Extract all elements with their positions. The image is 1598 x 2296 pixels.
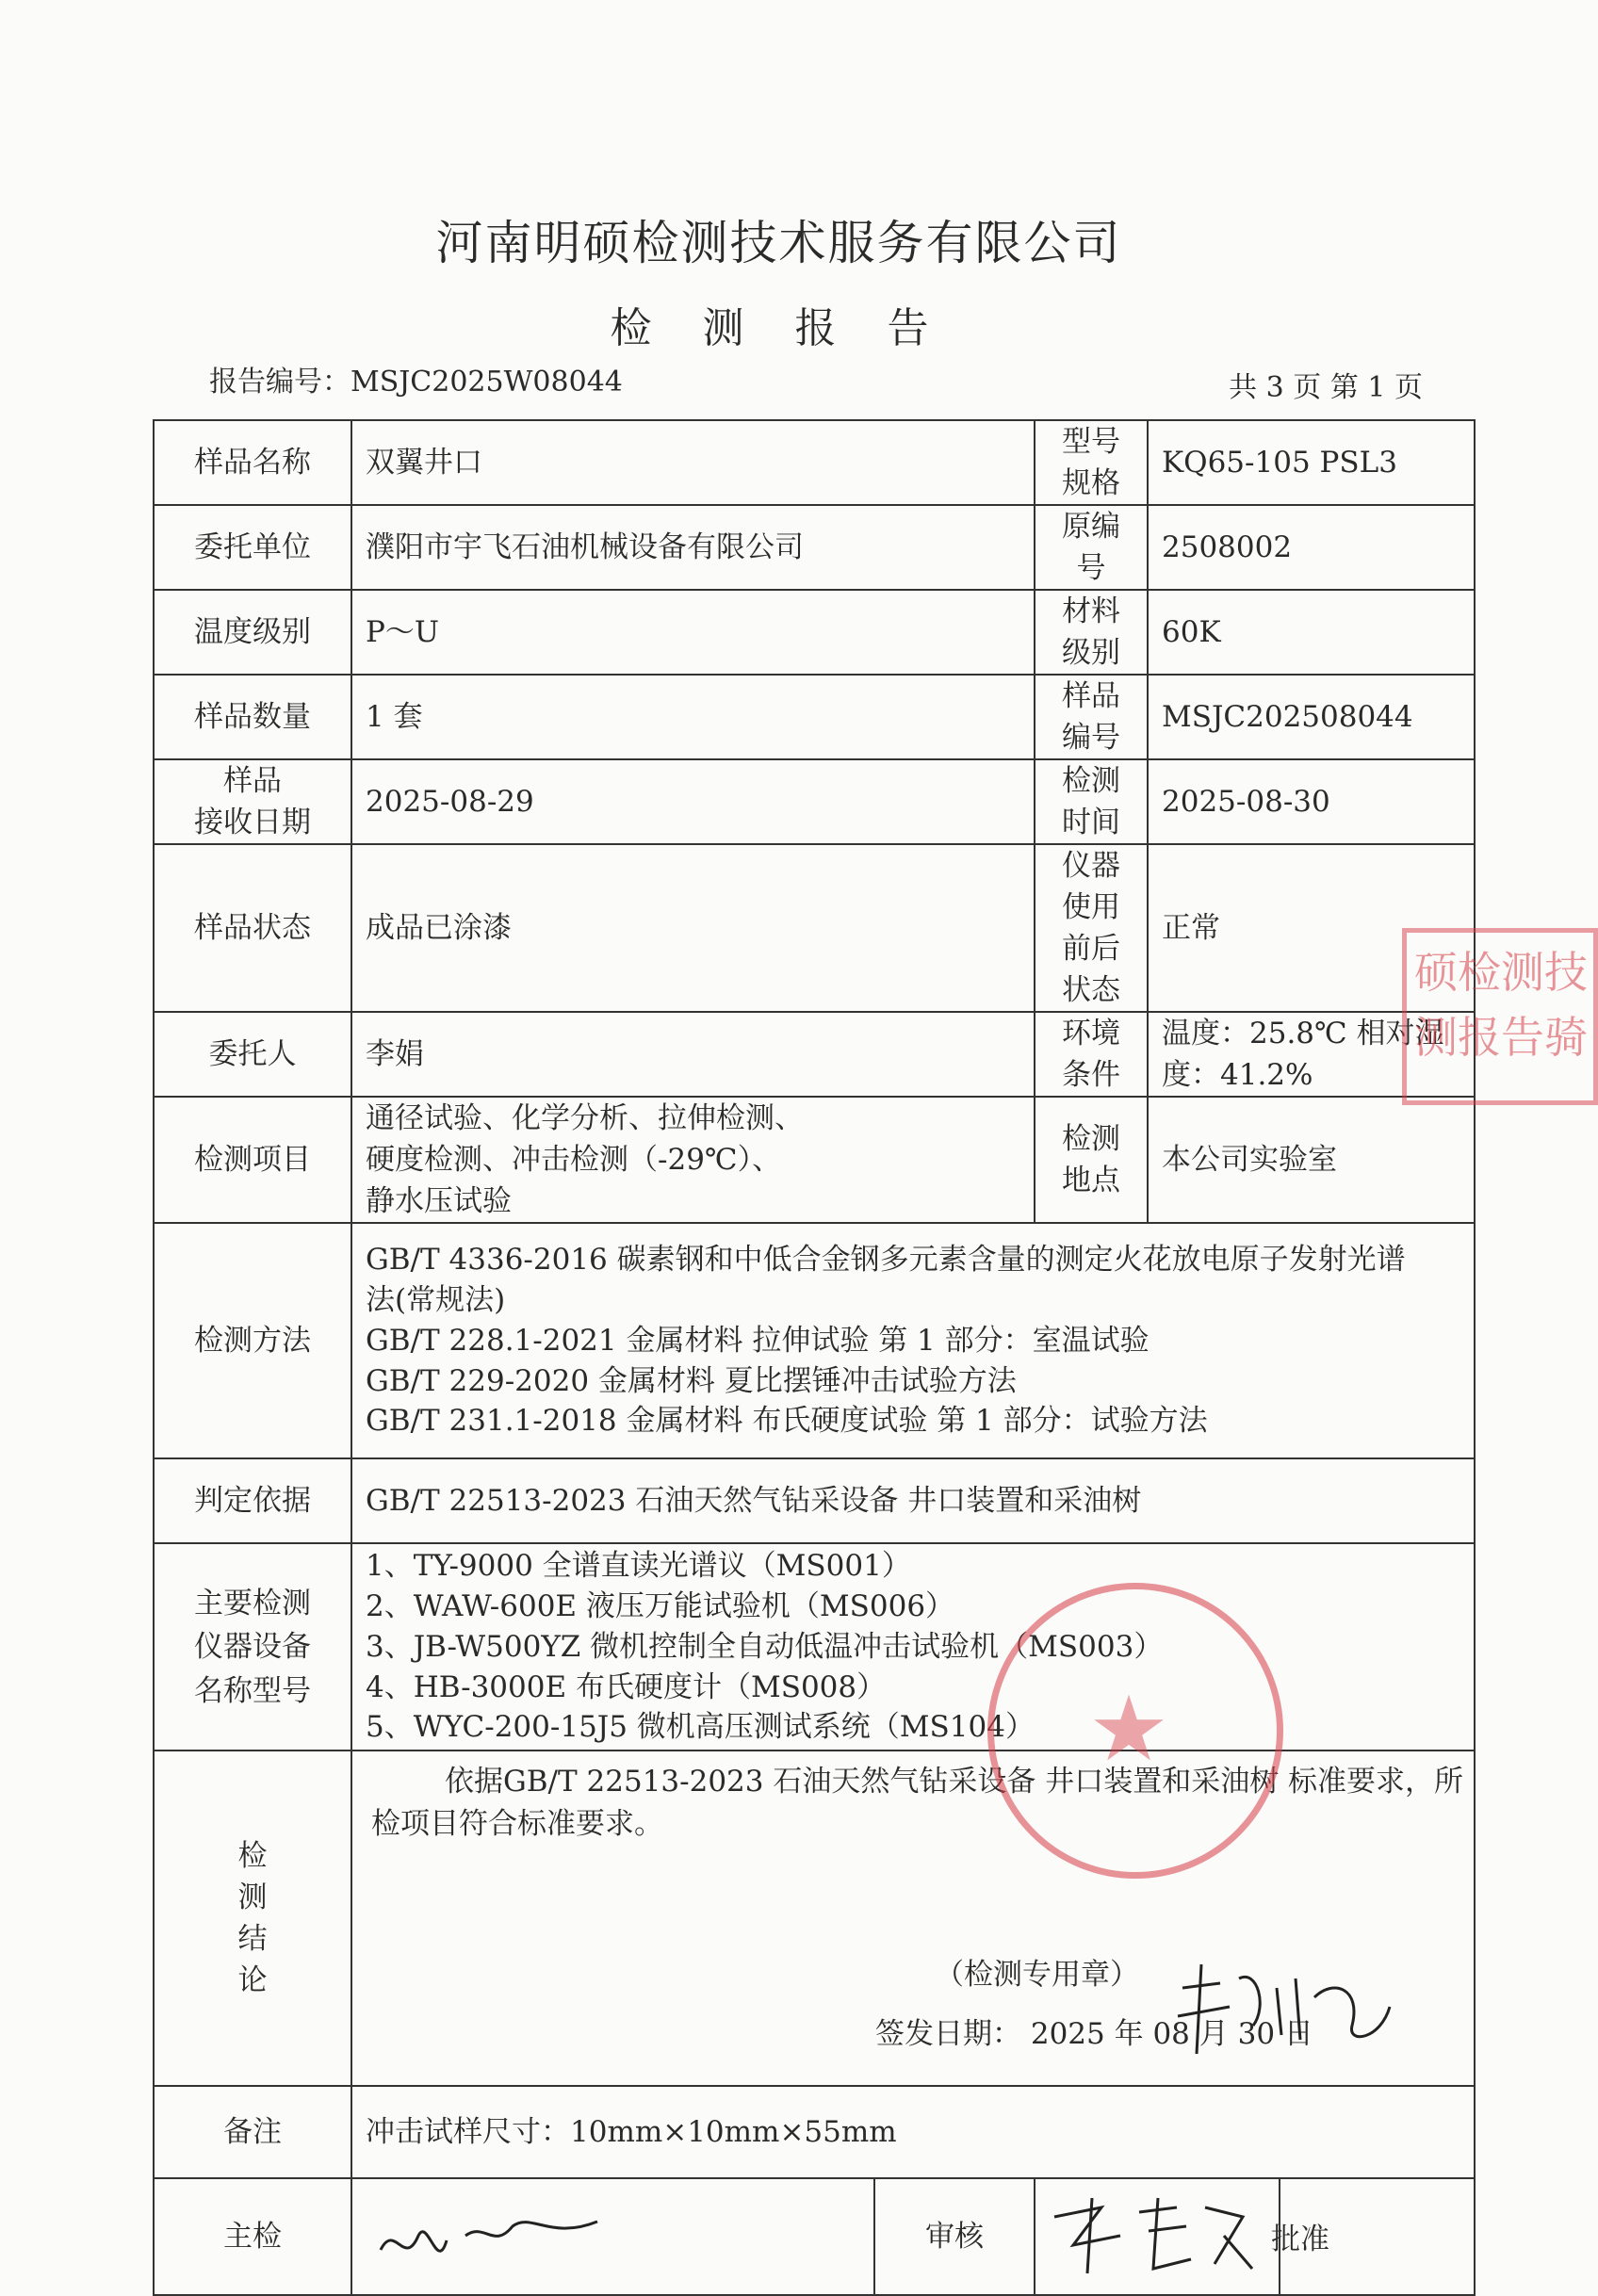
value-test-methods [351, 1223, 1475, 1458]
page-info: 共 3 页 第 1 页 [1229, 371, 1423, 404]
receive-date-label-line2: 接收日期 [194, 806, 311, 840]
receive-date-label-line1: 样品 [223, 764, 282, 799]
value-sample-name: 双翼井口 [351, 420, 1035, 505]
report-number: 报告编号：MSJC2025W08044 [209, 366, 623, 399]
equipment-label-line3: 名称型号 [194, 1673, 311, 1708]
label-client: 委托单位 [154, 505, 351, 590]
approver-cell: 批准 [1280, 2178, 1475, 2295]
cross-page-seal-line1: 硕检测技 [1414, 947, 1588, 998]
issue-date: 签发日期： 2025 年 08 月 30 日 [875, 2017, 1313, 2052]
value-entrusting-person: 李娟 [351, 1012, 1035, 1097]
equipment-label-line1: 主要检测 [194, 1586, 311, 1620]
instrument-status-label-line2: 前后状态 [1062, 932, 1120, 1008]
label-original-no: 原编号 [1035, 505, 1148, 590]
value-sample-status: 成品已涂漆 [351, 844, 1035, 1012]
equipment-label-line2: 仪器设备 [194, 1630, 311, 1665]
conclusion-char: 论 [237, 1963, 268, 1998]
instrument-status-label-line1: 仪器使用 [1062, 849, 1120, 925]
method-line: 法(常规法) [366, 1283, 506, 1318]
report-title: 检 测 报 告 [610, 304, 948, 352]
value-test-items [351, 1097, 1035, 1223]
label-receive-date [154, 759, 351, 844]
value-remark: 冲击试样尺寸：10mm×10mm×55mm [351, 2086, 1475, 2178]
value-sample-qty: 1 套 [351, 675, 1035, 759]
label-instrument-status [1035, 844, 1148, 1012]
value-receive-date: 2025-08-29 [351, 759, 1035, 844]
label-sample-status: 样品状态 [154, 844, 351, 1012]
label-inspector: 主检 [154, 2178, 351, 2295]
value-instrument-status: 正常 [1148, 844, 1475, 1012]
method-line: GB/T 228.1-2021 金属材料 拉伸试验 第 1 部分：室温试验 [366, 1323, 1150, 1358]
label-judgment-basis: 判定依据 [154, 1458, 351, 1543]
value-judgment-basis: GB/T 22513-2023 石油天然气钻采设备 井口装置和采油树 [351, 1458, 1475, 1543]
label-conclusion [154, 1750, 351, 2086]
inspector-signature [351, 2178, 874, 2295]
stamp-note: （检测专用章） [935, 1958, 1139, 1993]
equipment-line: 5、WYC-200-15J5 微机高压测试系统（MS104） [366, 1710, 1035, 1745]
method-line: GB/T 229-2020 金属材料 夏比摆锤冲击试验方法 [366, 1363, 1017, 1398]
value-material-grade: 60K [1148, 590, 1475, 675]
label-reviewer: 审核 [874, 2178, 1035, 2295]
reviewer-signature [1035, 2178, 1280, 2295]
value-client: 濮阳市宇飞石油机械设备有限公司 [351, 505, 1035, 590]
equipment-line: 3、JB-W500YZ 微机控制全自动低温冲击试验机（MS003） [366, 1629, 1164, 1664]
label-entrusting-person: 委托人 [154, 1012, 351, 1097]
test-items-line3: 静水压试验 [366, 1184, 512, 1219]
cross-page-seal-line2: 测报告骑 [1414, 1012, 1588, 1063]
label-test-items: 检测项目 [154, 1097, 351, 1223]
equipment-line: 4、HB-3000E 布氏硬度计（MS008） [366, 1669, 887, 1704]
label-sample-no: 样品编号 [1035, 675, 1148, 759]
equipment-line: 1、TY-9000 全谱直读光谱议（MS001） [366, 1549, 911, 1584]
seal-star-icon: ★ [1088, 1676, 1170, 1782]
value-test-time: 2025-08-30 [1148, 759, 1475, 844]
value-sample-no: MSJC202508044 [1148, 675, 1475, 759]
conclusion-text: 依据GB/T 22513-2023 石油天然气钻采设备 井口装置和采油树 标准要求，所检项目符合标准要求。 [371, 1765, 1464, 1842]
label-model: 型号规格 [1035, 420, 1148, 505]
conclusion-char: 结 [237, 1922, 268, 1957]
label-test-methods: 检测方法 [154, 1223, 351, 1458]
value-equipment [351, 1543, 1475, 1750]
value-model: KQ65-105 PSL3 [1148, 420, 1475, 505]
method-line: GB/T 231.1-2018 金属材料 布氏硬度试验 第 1 部分：试验方法 [366, 1404, 1208, 1439]
test-items-line2: 硬度检测、冲击检测（-29℃）、 [366, 1143, 782, 1178]
approver-signature-image [1164, 1950, 1409, 2073]
value-environment: 温度：25.8℃ 相对湿度：41.2% [1148, 1012, 1475, 1097]
label-equipment [154, 1543, 351, 1750]
label-remark: 备注 [154, 2086, 351, 2178]
label-sample-qty: 样品数量 [154, 675, 351, 759]
company-name: 河南明硕检测技术服务有限公司 [435, 216, 1122, 270]
label-temperature-grade: 温度级别 [154, 590, 351, 675]
equipment-line: 2、WAW-600E 液压万能试验机（MS006） [366, 1589, 955, 1624]
label-sample-name: 样品名称 [154, 420, 351, 505]
value-temperature-grade: P～U [351, 590, 1035, 675]
label-test-time: 检测时间 [1035, 759, 1148, 844]
label-environment: 环境条件 [1035, 1012, 1148, 1097]
conclusion-char: 测 [237, 1881, 268, 1915]
label-test-site: 检测地点 [1035, 1097, 1148, 1223]
test-items-line1: 通径试验、化学分析、拉伸检测、 [366, 1101, 804, 1136]
value-test-site: 本公司实验室 [1148, 1097, 1475, 1223]
inspector-signature-image [352, 2184, 635, 2278]
reviewer-signature-image [1035, 2179, 1262, 2283]
value-original-no: 2508002 [1148, 505, 1475, 590]
label-material-grade: 材料级别 [1035, 590, 1148, 675]
method-line: GB/T 4336-2016 碳素钢和中低合金钢多元素含量的测定火花放电原子发射光谱 [366, 1243, 1406, 1278]
conclusion-char: 检 [237, 1839, 268, 1874]
